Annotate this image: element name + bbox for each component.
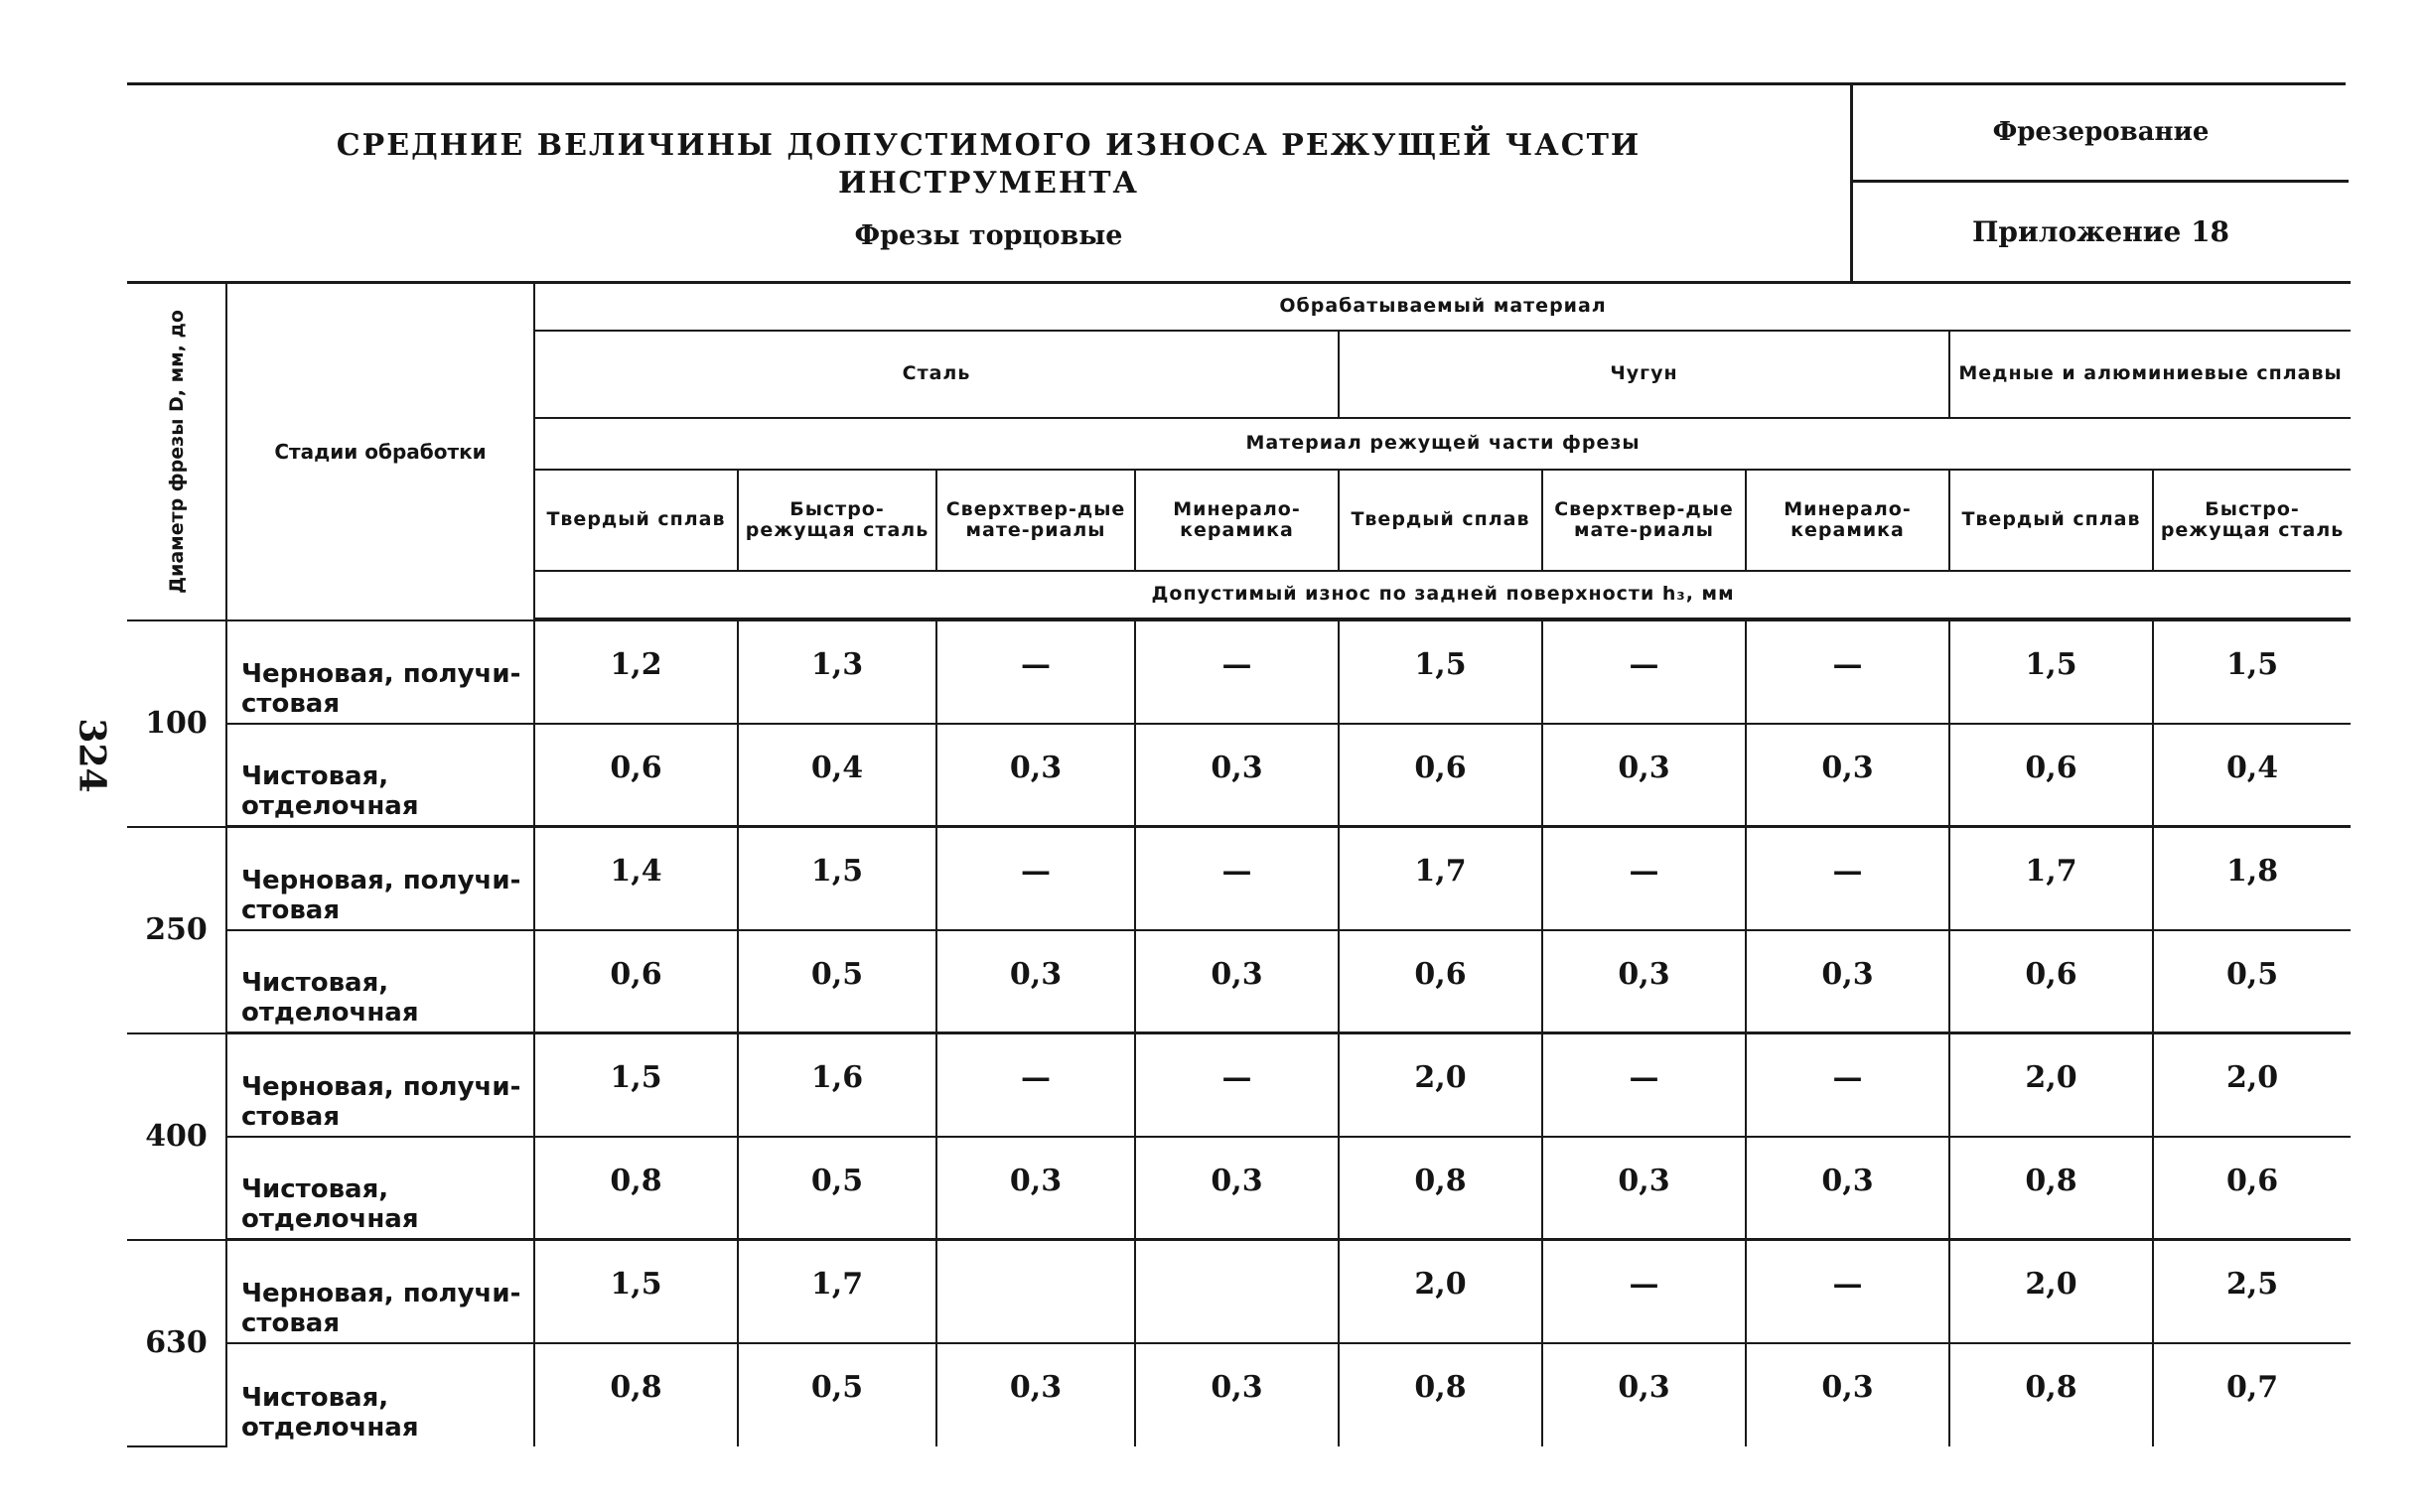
value-cell: 0,6 xyxy=(1949,930,2153,1033)
column-header: Сверхтвер-дые мате-риалы xyxy=(936,470,1135,571)
value-cell: 0,6 xyxy=(534,724,738,827)
value-cell: 0,3 xyxy=(936,1343,1135,1446)
value-cell: 2,0 xyxy=(1339,1240,1542,1343)
stage-cell: Черновая, получи-стовая xyxy=(226,620,534,724)
value-cell: 1,5 xyxy=(1949,620,2153,724)
page-number: 324 xyxy=(71,718,113,793)
value-cell xyxy=(1135,1240,1339,1343)
value-cell: 1,2 xyxy=(534,620,738,724)
value-cell: 1,5 xyxy=(534,1240,738,1343)
page-header xyxy=(127,82,2346,284)
value-cell: 2,0 xyxy=(2153,1033,2351,1137)
value-cell: 0,3 xyxy=(1135,1343,1339,1446)
value-cell: — xyxy=(1542,620,1746,724)
value-cell: 0,8 xyxy=(1949,1343,2153,1446)
value-cell: 0,3 xyxy=(936,724,1135,827)
stage-cell: Чистовая, отделочная xyxy=(226,930,534,1033)
value-cell: 0,5 xyxy=(2153,930,2351,1033)
column-header: Твердый сплав xyxy=(1949,470,2153,571)
column-header: Твердый сплав xyxy=(1339,470,1542,571)
value-cell: 1,8 xyxy=(2153,827,2351,930)
value-cell: 0,3 xyxy=(1542,1137,1746,1240)
value-cell: 0,7 xyxy=(2153,1343,2351,1446)
column-header: Быстро-режущая сталь xyxy=(738,470,936,571)
value-cell: — xyxy=(1135,827,1339,930)
value-cell: 0,4 xyxy=(2153,724,2351,827)
diameter-cell: 630 xyxy=(127,1240,226,1446)
stage-cell: Черновая, получи-стовая xyxy=(226,1033,534,1137)
value-cell: 2,0 xyxy=(1949,1240,2153,1343)
value-cell: 2,5 xyxy=(2153,1240,2351,1343)
value-cell: 1,7 xyxy=(1339,827,1542,930)
header-side-block xyxy=(1850,85,2349,284)
value-cell: 1,7 xyxy=(738,1240,936,1343)
value-cell: 0,4 xyxy=(738,724,936,827)
value-cell: — xyxy=(1542,1240,1746,1343)
value-cell: 1,5 xyxy=(534,1033,738,1137)
value-cell: 1,7 xyxy=(1949,827,2153,930)
stage-cell: Чистовая, отделочная xyxy=(226,1343,534,1446)
page-title: СРЕДНИЕ ВЕЛИЧИНЫ ДОПУСТИМОГО ИЗНОСА РЕЖУЩЕЙ ЧАСТИ ИНСТРУМЕНТА xyxy=(336,128,1642,201)
stage-cell: Черновая, получи-стовая xyxy=(226,827,534,930)
value-cell: 1,5 xyxy=(1339,620,1542,724)
value-cell: — xyxy=(1746,620,1949,724)
value-cell: 0,6 xyxy=(1339,930,1542,1033)
value-cell: — xyxy=(1542,827,1746,930)
value-cell: 2,0 xyxy=(1339,1033,1542,1137)
value-cell: — xyxy=(1746,827,1949,930)
value-cell: 0,3 xyxy=(936,1137,1135,1240)
value-cell: 1,6 xyxy=(738,1033,936,1137)
value-cell: 1,4 xyxy=(534,827,738,930)
value-cell: — xyxy=(1135,620,1339,724)
value-cell: 0,3 xyxy=(1542,724,1746,827)
stage-cell: Чистовая, отделочная xyxy=(226,724,534,827)
value-cell: 0,8 xyxy=(1339,1137,1542,1240)
value-cell: 0,5 xyxy=(738,1137,936,1240)
value-cell: — xyxy=(936,827,1135,930)
value-cell: 1,3 xyxy=(738,620,936,724)
column-header: Быстро-режущая сталь xyxy=(2153,470,2351,571)
page-subtitle: Фрезы торцовые xyxy=(854,220,1123,251)
cutting-material-header: Материал режущей части фрезы xyxy=(534,418,2351,470)
value-cell: — xyxy=(1746,1033,1949,1137)
value-cell: 0,3 xyxy=(1135,1137,1339,1240)
value-cell: 0,6 xyxy=(1949,724,2153,827)
value-cell: — xyxy=(1542,1033,1746,1137)
value-cell: 1,5 xyxy=(738,827,936,930)
value-cell: — xyxy=(936,620,1135,724)
column-header: Минерало-керамика xyxy=(1135,470,1339,571)
value-cell: — xyxy=(1746,1240,1949,1343)
diameter-header: Диаметр фрезы D, мм, до xyxy=(165,309,188,594)
stage-header: Стадии обработки xyxy=(226,283,534,620)
diameter-cell: 250 xyxy=(127,827,226,1033)
column-header: Минерало-керамика xyxy=(1746,470,1949,571)
value-cell: 0,6 xyxy=(2153,1137,2351,1240)
value-cell: — xyxy=(1135,1033,1339,1137)
value-cell: 0,6 xyxy=(534,930,738,1033)
stage-cell: Чистовая, отделочная xyxy=(226,1137,534,1240)
section-label: Фрезерование xyxy=(1853,85,2349,183)
material-header: Обрабатываемый материал xyxy=(534,283,2351,331)
material-group-steel: Сталь xyxy=(534,331,1339,418)
appendix-label: Приложение 18 xyxy=(1971,215,2230,248)
stage-cell: Черновая, получи-стовая xyxy=(226,1240,534,1343)
diameter-cell: 400 xyxy=(127,1033,226,1240)
column-header: Сверхтвер-дые мате-риалы xyxy=(1542,470,1746,571)
value-cell: 0,6 xyxy=(1339,724,1542,827)
value-cell: 0,8 xyxy=(534,1343,738,1446)
value-cell xyxy=(936,1240,1135,1343)
value-cell: 1,5 xyxy=(2153,620,2351,724)
diameter-cell: 100 xyxy=(127,620,226,827)
value-cell: 0,3 xyxy=(1746,724,1949,827)
material-group-cast-iron: Чугун xyxy=(1339,331,1949,418)
header-title-block xyxy=(127,85,1850,284)
wear-header: Допустимый износ по задней поверхности h₃, мм xyxy=(534,571,2351,619)
value-cell: 0,3 xyxy=(1135,930,1339,1033)
value-cell: — xyxy=(936,1033,1135,1137)
value-cell: 0,3 xyxy=(1135,724,1339,827)
value-cell: 0,3 xyxy=(1542,1343,1746,1446)
value-cell: 0,8 xyxy=(534,1137,738,1240)
material-group-copper-aluminium: Медные и алюминиевые сплавы xyxy=(1949,331,2351,418)
value-cell: 0,5 xyxy=(738,1343,936,1446)
value-cell: 0,3 xyxy=(936,930,1135,1033)
value-cell: 0,3 xyxy=(1542,930,1746,1033)
value-cell: 0,3 xyxy=(1746,1137,1949,1240)
wear-table xyxy=(127,281,2351,1447)
diameter-header-cell xyxy=(127,283,226,620)
value-cell: 0,3 xyxy=(1746,1343,1949,1446)
value-cell: 0,5 xyxy=(738,930,936,1033)
column-header: Твердый сплав xyxy=(534,470,738,571)
value-cell: 0,8 xyxy=(1949,1137,2153,1240)
value-cell: 0,3 xyxy=(1746,930,1949,1033)
value-cell: 0,8 xyxy=(1339,1343,1542,1446)
value-cell: 2,0 xyxy=(1949,1033,2153,1137)
